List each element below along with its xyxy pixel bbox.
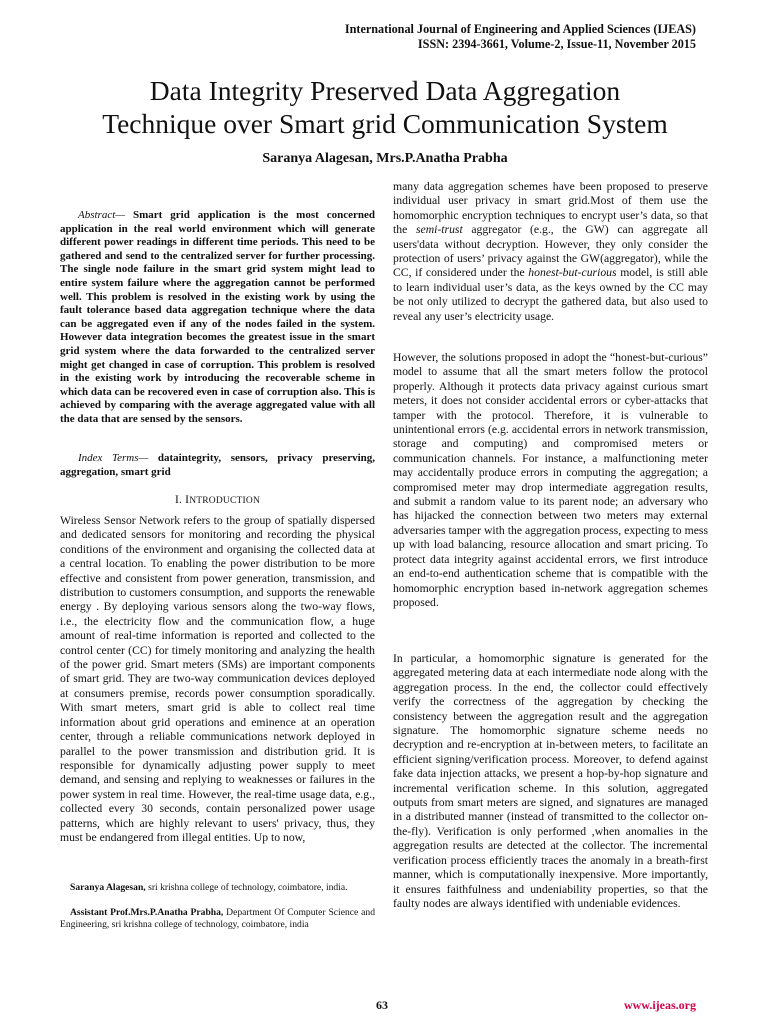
body-paragraph-1-part-a: many data aggregation schemes have been proposed to preserve individual user privacy in smart grid.Most of them use the homomorphic encryption techniques to encrypt user’s data, so that the [393,180,708,237]
body-paragraph-3: In particular, a homomorphic signature is generated for the aggregated metering data at each intermediate node along with the aggregation process. In the end, the collector could effectively verify the correctness of the aggregation by checking the consistency between the aggregation result and the aggregation signature. The homomorphic signature scheme needs no decryption and re-encryption at in-between meters, to facilitate an efficient signing/verification process. Moreover, to defend against fake data injection attacks, we present a hop-by-hop signature and incremental verification scheme. In this solution, aggregated outputs from smart meters are signed, and signatures are managed in a distributed manner (instead of transmitted to the collector on-the-fly). Verification is only performed ,when anomalies in the aggregation results are detected at the collector. The incremental verification process efficiently traces the anomaly in a breath-first manner, which is computationally inexpensive. More importantly, it ensures faithfulness and undeniability properties, so that the faulty nodes are always identified with undeniable evidences. [393,652,708,910]
footnote-author2-affiliation: Department Of Computer Science and Engineering, sri krishna college of technology, coimbatore, india [60,907,375,930]
section-heading-introduction [60,494,375,506]
index-terms-text: dataintegrity, sensors, privacy preserving, aggregation, smart grid [60,452,375,478]
section-number: I. [174,494,186,506]
body-paragraph-1-part-c: model, is still able to learn individual user’s data, as the keys owned by the CC may be not only utilized to decrypt the gathered data, but also used to reveal any user’s electricity usage. [393,266,708,323]
paper-title-line1: Data Integrity Preserved Data Aggregation [149,75,621,106]
journal-website-link[interactable]: www.ijeas.org [624,998,696,1012]
body-paragraph-1-part-b: aggregator (e.g., the GW) can aggregate all users'data without decryption. However, they only consider the protection of users’ privacy against the GW(aggregator), while the CC, if considered under the [393,223,708,280]
abstract-label: Abstract— [78,209,126,221]
footnote-author1-name: Saranya Alagesan, [70,882,146,893]
honest-but-curious-term: honest-but-curious [528,266,617,280]
footnote-author2-name: Assistant Prof.Mrs.P.Anatha Prabha, [70,907,224,918]
section-first-letter: I [185,494,190,506]
journal-name: International Journal of Engineering and Applied Sciences (IJEAS) [344,22,696,36]
section-title-rest: NTRODUCTION [189,496,261,506]
journal-issn: ISSN: 2394-3661, Volume-2, Issue-11, November 2015 [417,37,696,51]
semi-trust-term: semi-trust [415,223,463,237]
index-terms [60,452,375,479]
paper-title-line2: Technique over Smart grid Communication System [102,108,668,139]
body-paragraph-1 [393,180,708,324]
footnote-author2 [60,907,375,931]
body-paragraph-2: However, the solutions proposed in adopt the “honest-but-curious” model to assume that all the smart meters follow the protocol properly. Although it protects data privacy against curious smart meters, it does not consider accidental errors or cyber-attacks that tamper with the protocol. Therefore, it is vulnerable to unintentional errors (e.g. accidental errors in network transmission, storage and computing) and compromised meters or communication channels. For instance, a malfunctioning meter may accidentally produce errors in computing the aggregation; a compromised meter may drop intermediate aggregation results, and submit a random value to its parent node; an adversary who has hijacked the connection between two meters may external adversaries tamper with the aggregation process, expecting to mess up with load balancing, resource allocation and smart pricing. To protect data integrity against accidental errors, we first introduce an end-to-end authentication scheme that is compatible with the homomorphic encryption based in-network aggregation schemes proposed. [393,351,708,609]
abstract [60,209,375,427]
paper-title [60,74,710,140]
footnote-author1-affiliation: sri krishna college of technology, coimbatore, india. [145,882,348,893]
author-list: Saranya Alagesan, Mrs.P.Anatha Prabha [262,151,508,166]
abstract-text: Smart grid application is the most concerned application in the real world environment which will generate different power readings in different time periods. This need to be gathered and send to the centralized server for further processing. The single node failure in the smart grid system might lead to entire system failure where the aggregation cannot be performed well. This problem is resolved in the existing work by using the fault tolerance based data aggregation technique where the data can be aggregated even if any of the nodes failed in the system. However data integration becomes the greatest issue in the smart grid system where the data forwarded to the centralized server might get changed in case of corruption. This problem is resolved in the existing work by introducing the recoverable scheme in which data can be recovered even in case of corruption also. This is achieved by comparing with the average aggregated value with all the data that are sensed by the sensors. [60,209,375,425]
introduction-paragraph: Wireless Sensor Network refers to the group of spatially dispersed and dedicated sensors for monitoring and recording the physical conditions of the environment and organising the collected data at a central location. To enabling the power distribution to be more effective and consistent from power generation, transmission, and distribution to customers consumption, and supports the renewable energy . By deploying various sensors along the two-way flows, i.e., the electricity flow and the communication flow, a huge amount of real-time information is reported and collected to the control center (CC) for timely monitoring and analyzing the health of the power grid. Smart meters (SMs) are important components of smart grid. They are two-way communication devices deployed at consumers premise, records power consumption sporadically. With smart meters, smart grid is able to collect real time information about grid operations and eminence at an operation center, through a reliable communications network deployed in parallel to the power transmission and distribution grid. It is responsible for dynamically adjusting power supply to meet demand, and sensing and replying to weaknesses or failures in the power system in real time. However, the real-time usage data, e.g., collected every 30 seconds, contain personalized power usage patterns, which are highly relevant to users' privacy, thus, they must be endangered from illegal entities. Up to now, [60,514,375,844]
page-number: 63 [376,998,388,1012]
footnote-author1 [60,882,375,894]
index-terms-label: Index Terms— [78,452,149,464]
journal-header [345,22,696,52]
